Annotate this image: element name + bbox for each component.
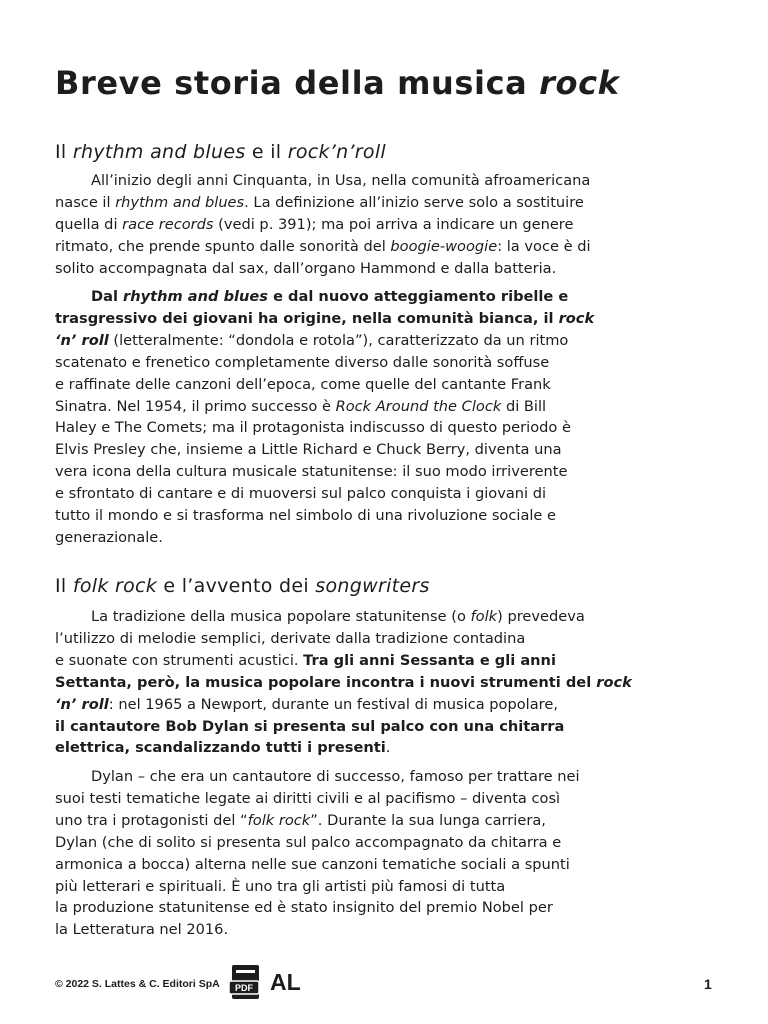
text-line: scatenato e frenetico completamente diverso dalle sonorità soffuse [55,353,550,371]
text-line: ‘n’ roll: nel 1965 a Newport, durante un festival di musica popolare, [55,695,558,713]
text-line: armonica a bocca) alterna nelle sue canzoni tematiche sociali a spunti [55,855,570,873]
text-line: La tradizione della musica popolare statunitense (o folk) prevedeva [91,608,585,625]
text-line: e raffinate delle canzoni dell’epoca, come quelle del cantante Frank [55,375,551,393]
page-number: 1 [704,976,712,992]
text-line: suoi testi tematiche legate ai diritti civili e al pacifismo – diventa così [55,789,561,807]
text-line: trasgressivo dei giovani ha origine, nella comunità bianca, il rock [55,309,595,327]
text-line: e suonate con strumenti acustici. Tra gli anni Sessanta e gli anni [55,651,556,669]
publisher-logo [229,964,309,1002]
text-line: ritmato, che prende spunto dalle sonorità del boogie-woogie: la voce è di [55,237,591,255]
text-line: più letterari e spirituali. È uno tra gli artisti più famosi di tutta [55,877,506,895]
text-line: l’utilizzo di melodie semplici, derivate dalla tradizione contadina [55,629,526,647]
text-line: Settanta, però, la musica popolare incontra i nuovi strumenti del rock [55,673,632,691]
text-line: generazionale. [55,528,163,546]
paragraph [55,766,711,941]
text-line: quella di race records (vedi p. 391); ma poi arriva a indicare un genere [55,215,574,233]
paragraph [55,170,711,280]
section-heading-rhythm-and-blues: Il rhythm and blues e il rock’n’roll [55,141,387,163]
text-line: uno tra i protagonisti del “folk rock”. Durante la sua lunga carriera, [55,811,546,829]
text-line: il cantautore Bob Dylan si presenta sul palco con una chitarra [55,717,565,735]
text-line: Dylan – che era un cantautore di successo, famoso per trattare nei [91,768,580,785]
text-line: elettrica, scandalizzando tutti i presenti. [55,739,391,757]
text-line: tutto il mondo e si trasforma nel simbolo di una rivoluzione sociale e [55,507,557,525]
pdf-badge-text: PDF [235,983,253,993]
text-line: nasce il rhythm and blues. La definizione all’inizio serve solo a sostituire [55,193,584,211]
text-line: la Letteratura nel 2016. [55,921,229,939]
text-line: Sinatra. Nel 1954, il primo successo è Rock Around the Clock di Bill [55,397,547,415]
text-line: Elvis Presley che, insieme a Little Richard e Chuck Berry, diventa una [55,441,562,459]
text-line: solito accompagnata dal sax, dall’organo Hammond e dalla batteria. [55,259,557,277]
text-line: All’inizio degli anni Cinquanta, in Usa, nella comunità afroamericana [91,172,591,189]
pdf-document-icon [229,964,265,1002]
text-line: vera icona della cultura musicale statunitense: il suo modo irriverente [55,463,568,481]
text-line: Haley e The Comets; ma il protagonista indiscusso di questo periodo è [55,419,571,437]
text-line: Dal rhythm and blues e dal nuovo atteggiamento ribelle e [91,288,569,305]
text-line: la produzione statunitense ed è stato insignito del premio Nobel per [55,899,553,917]
paragraph [55,606,711,759]
copyright-notice: © 2022 S. Lattes & C. Editori SpA [55,978,220,990]
page-title: Breve storia della musica rock [55,64,620,102]
text-line: e sfrontato di cantare e di muoversi sul palco conquista i giovani di [55,485,547,503]
text-line: Dylan (che di solito si presenta sul palco accompagnato da chitarra e [55,833,562,851]
text-line: ‘n’ roll (letteralmente: “dondola e rotola”), caratterizzato da un ritmo [55,331,569,349]
paragraph [55,286,711,549]
logo-text: AL [270,969,301,995]
section-heading-folk-rock: Il folk rock e l’avvento dei songwriters [55,575,430,597]
